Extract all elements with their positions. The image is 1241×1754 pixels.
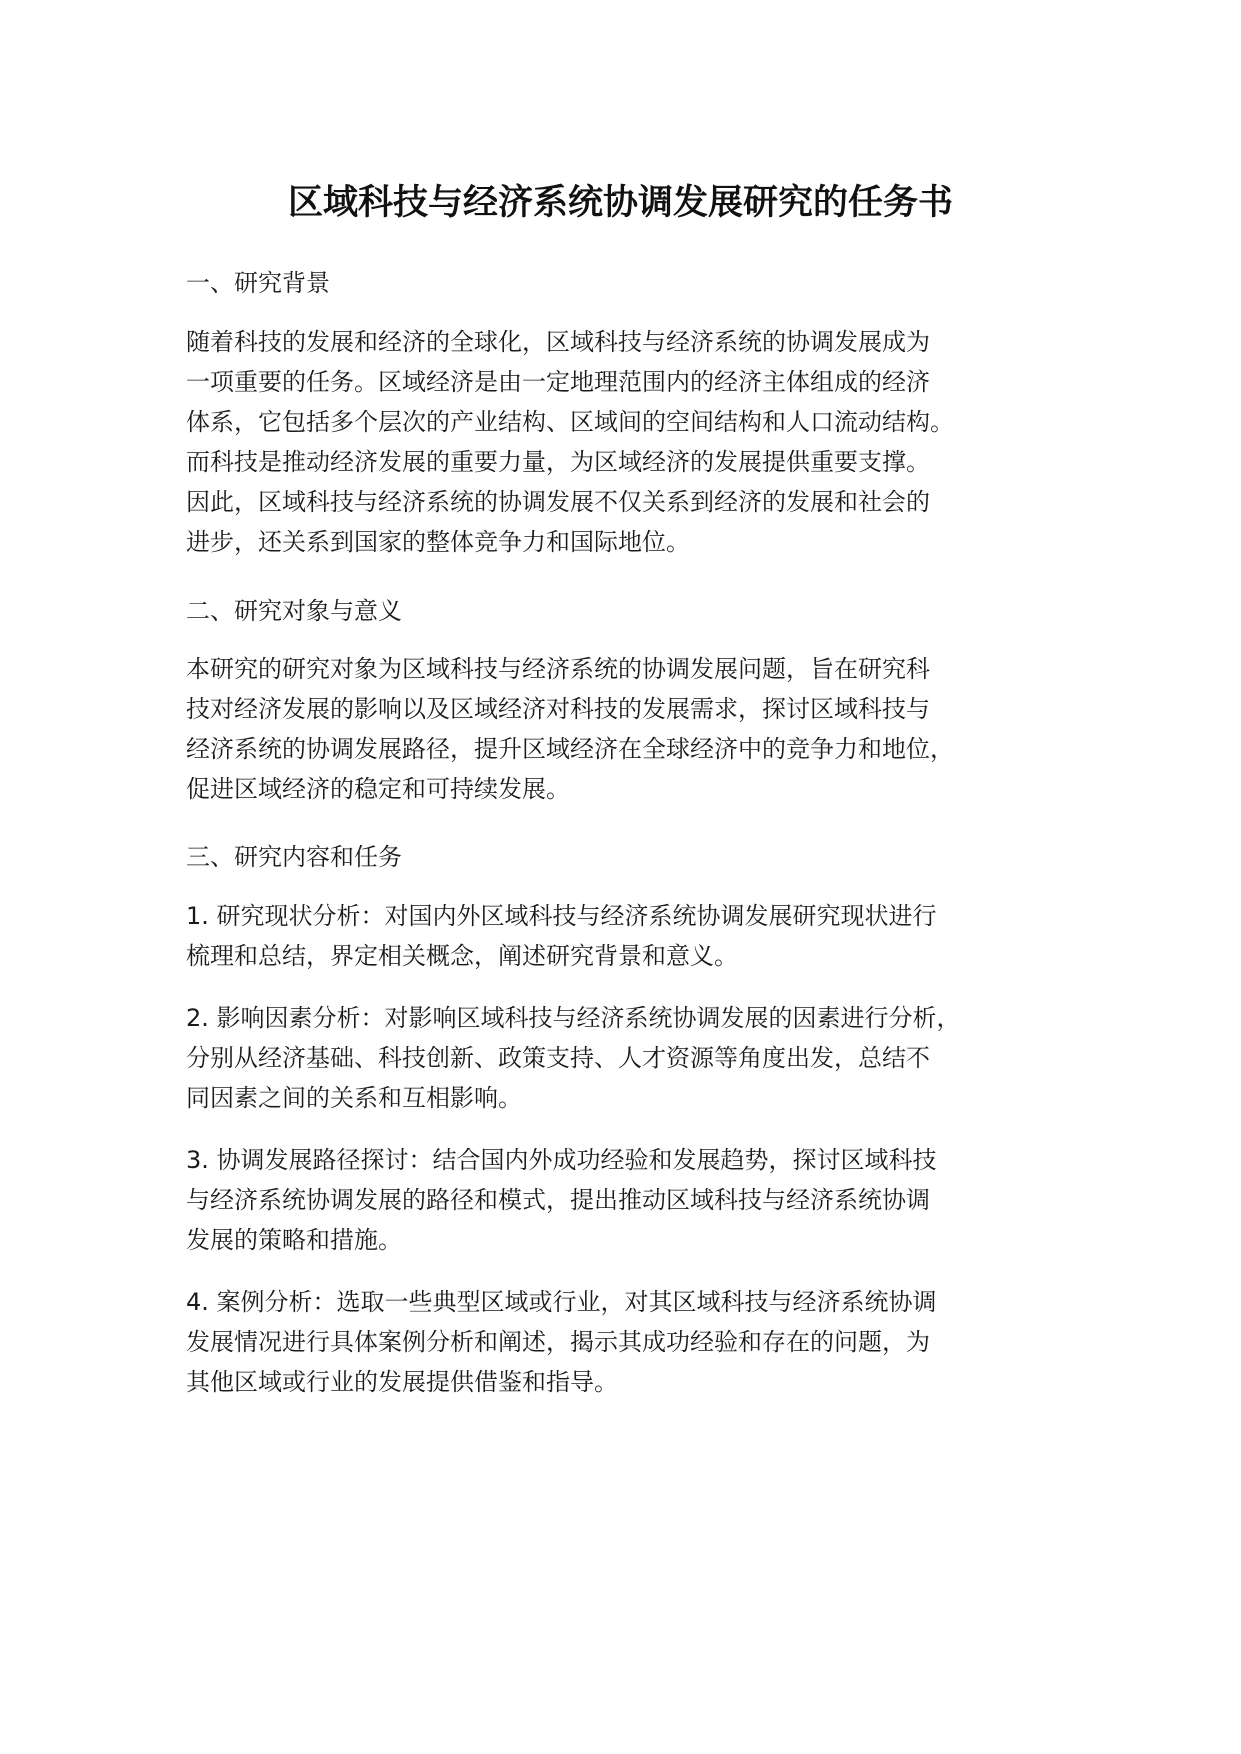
paragraph-line: 促进区域经济的稳定和可持续发展。 [186,775,570,803]
list-item-line: 发展的策略和措施。 [186,1226,402,1254]
paragraph-line: 体系，它包括多个层次的产业结构、区域间的空间结构和人口流动结构。 [186,408,954,436]
list-item-line: 1. 研究现状分析：对国内外区域科技与经济系统协调发展研究现状进行 [186,902,937,930]
paragraph-object-significance [186,649,954,809]
task-item-3 [186,1140,937,1260]
document-title: 区域科技与经济系统协调发展研究的任务书 [287,183,953,223]
list-item-line: 4. 案例分析：选取一些典型区域或行业，对其区域科技与经济系统协调 [186,1288,937,1316]
paragraph-line: 进步，还关系到国家的整体竞争力和国际地位。 [186,528,690,556]
list-item-line: 梳理和总结，界定相关概念，阐述研究背景和意义。 [186,942,738,970]
section-heading: 二、研究对象与意义 [186,597,402,625]
paragraph-line: 本研究的研究对象为区域科技与经济系统的协调发展问题，旨在研究科 [186,655,930,683]
list-item-line: 与经济系统协调发展的路径和模式，提出推动区域科技与经济系统协调 [186,1186,930,1214]
paragraph-line: 而科技是推动经济发展的重要力量，为区域经济的发展提供重要支撑。 [186,448,930,476]
list-item-line: 发展情况进行具体案例分析和阐述，揭示其成功经验和存在的问题，为 [186,1328,930,1356]
list-item-line: 其他区域或行业的发展提供借鉴和指导。 [186,1368,618,1396]
list-item-line: 3. 协调发展路径探讨：结合国内外成功经验和发展趋势，探讨区域科技 [186,1146,937,1174]
task-item-1 [186,896,937,976]
paragraph-line: 一项重要的任务。区域经济是由一定地理范围内的经济主体组成的经济 [186,368,930,396]
section-heading-content-tasks [186,837,402,877]
list-item-line: 分别从经济基础、科技创新、政策支持、人才资源等角度出发，总结不 [186,1044,930,1072]
list-item-line: 同因素之间的关系和互相影响。 [186,1084,522,1112]
paragraph-line: 经济系统的协调发展路径，提升区域经济在全球经济中的竞争力和地位， [186,735,954,763]
list-item-line: 2. 影响因素分析：对影响区域科技与经济系统协调发展的因素进行分析， [186,1004,961,1032]
section-heading-background [186,263,330,303]
paragraph-line: 技对经济发展的影响以及区域经济对科技的发展需求，探讨区域科技与 [186,695,930,723]
paragraph-line: 因此，区域科技与经济系统的协调发展不仅关系到经济的发展和社会的 [186,488,930,516]
section-heading: 一、研究背景 [186,269,330,297]
section-heading: 三、研究内容和任务 [186,843,402,871]
section-heading-object-significance [186,591,402,631]
paragraph-background [186,322,954,562]
task-item-2 [186,998,961,1118]
paragraph-line: 随着科技的发展和经济的全球化，区域科技与经济系统的协调发展成为 [186,328,930,356]
task-item-4 [186,1282,937,1402]
